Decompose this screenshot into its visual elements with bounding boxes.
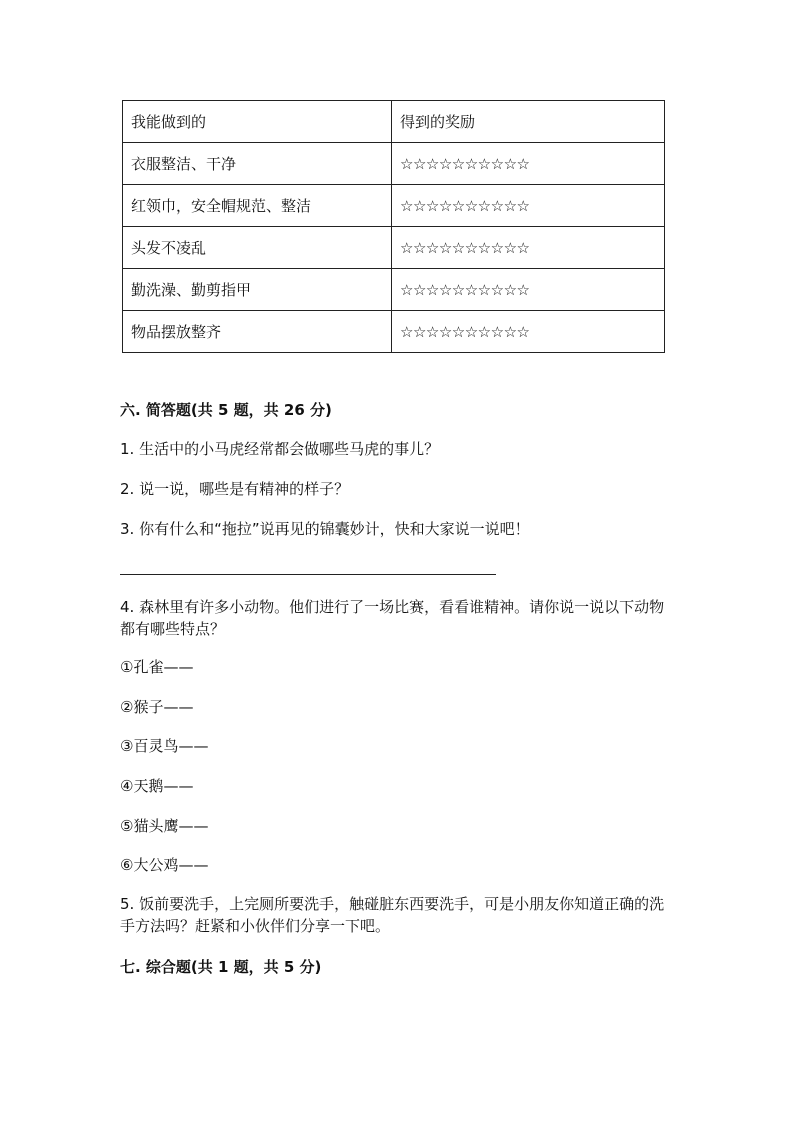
table-header-cell: 得到的奖励 — [392, 101, 665, 143]
table-row — [123, 227, 665, 269]
table-row — [123, 185, 665, 227]
table-row — [123, 269, 665, 311]
table-header-cell: 我能做到的 — [123, 101, 392, 143]
animal-item-monkey: ②猴子—— — [120, 698, 194, 716]
table-cell-item: 红领巾，安全帽规范、整洁 — [123, 185, 392, 227]
table-row — [123, 143, 665, 185]
table-header-row — [123, 101, 665, 143]
table-cell-stars: ☆☆☆☆☆☆☆☆☆☆ — [392, 311, 665, 353]
table-cell-stars: ☆☆☆☆☆☆☆☆☆☆ — [392, 227, 665, 269]
animal-item-lark: ③百灵鸟—— — [120, 737, 209, 755]
table-cell-item: 勤洗澡、勤剪指甲 — [123, 269, 392, 311]
table-row — [123, 311, 665, 353]
table-cell-item: 头发不凌乱 — [123, 227, 392, 269]
table-cell-stars: ☆☆☆☆☆☆☆☆☆☆ — [392, 143, 665, 185]
question-3: 3. 你有什么和“拖拉”说再见的锦囊妙计，快和大家说一说吧！ — [120, 520, 530, 538]
animal-item-peacock: ①孔雀—— — [120, 658, 194, 676]
table-cell-stars: ☆☆☆☆☆☆☆☆☆☆ — [392, 185, 665, 227]
answer-line — [120, 574, 496, 575]
table-cell-item: 衣服整洁、干净 — [123, 143, 392, 185]
animal-item-swan: ④天鹅—— — [120, 777, 194, 795]
section-6-title: 六. 简答题(共 5 题，共 26 分) — [120, 401, 332, 419]
table-cell-stars: ☆☆☆☆☆☆☆☆☆☆ — [392, 269, 665, 311]
table-cell-item: 物品摆放整齐 — [123, 311, 392, 353]
question-2: 2. 说一说，哪些是有精神的样子？ — [120, 480, 350, 498]
question-1: 1. 生活中的小马虎经常都会做哪些马虎的事儿？ — [120, 440, 440, 458]
question-4: 4. 森林里有许多小动物。他们进行了一场比赛，看看谁精神。请你说一说以下动物都有哪些特点？ — [120, 598, 665, 638]
animal-item-rooster: ⑥大公鸡—— — [120, 856, 209, 874]
section-7-title: 七. 综合题(共 1 题，共 5 分) — [120, 958, 322, 976]
question-5: 5. 饭前要洗手，上完厕所要洗手，触碰脏东西要洗手，可是小朋友你知道正确的洗手方法吗？赶紧和小伙伴们分享一下吧。 — [120, 895, 665, 935]
animal-item-owl: ⑤猫头鹰—— — [120, 817, 209, 835]
reward-table — [122, 100, 665, 353]
